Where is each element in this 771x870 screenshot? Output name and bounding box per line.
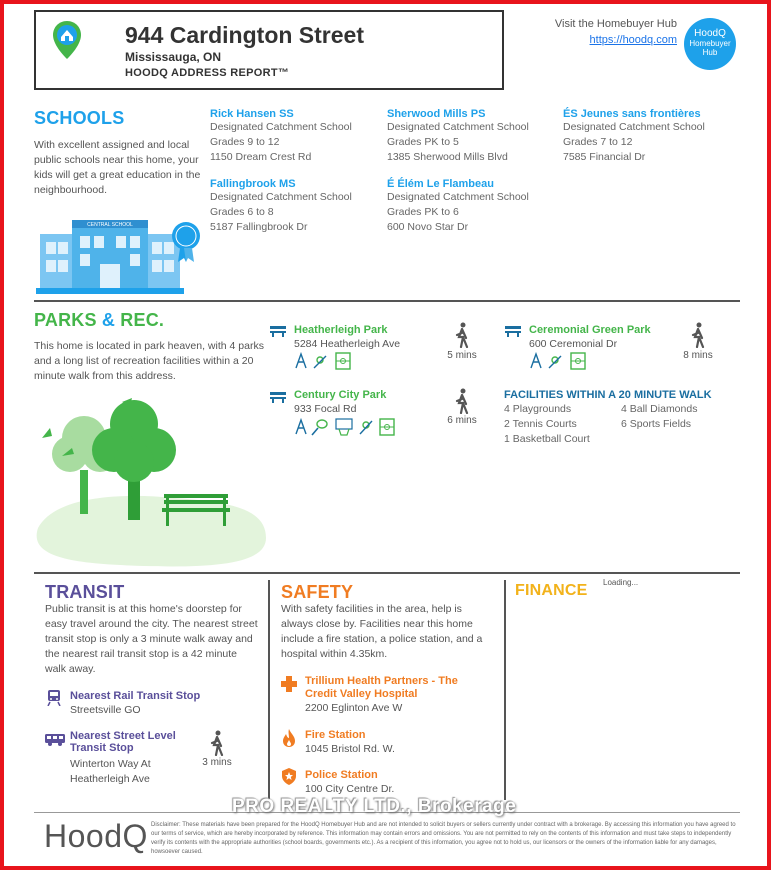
school-name[interactable]: Fallingbrook MS [210, 178, 296, 190]
park-bench-icon [270, 324, 286, 342]
hospital-name-line-1: Trillium Health Partners - The [305, 675, 458, 687]
safety-title: SAFETY [281, 582, 354, 602]
school-grades: Grades PK to 5 [387, 136, 459, 148]
finance-title: FINANCE [515, 582, 588, 599]
safety-intro: With safety facilities in the area, help is always close by. Facilities near this home include a fire station, a police station, and a hospital within 4.35km. [281, 603, 483, 660]
school-grades: Grades 7 to 12 [563, 136, 633, 148]
school-type: Designated Catchment School [387, 191, 529, 203]
hub-text: Visit the Homebuyer Hub [554, 18, 677, 30]
transit-intro: Public transit is at this home's doorstep for easy travel around the city. The nearest street transit stop is only a 3 minute walk away and the nearest rail transit stop is a 42 minute walk away. [45, 603, 258, 675]
park-bench-icon [270, 390, 286, 408]
facilities-title: FACILITIES WITHIN A 20 MINUTE WALK [504, 389, 712, 401]
school-name[interactable]: É Élém Le Flambeau [387, 178, 494, 190]
school-card [387, 178, 562, 235]
facility-icons [529, 352, 589, 375]
city-label: Mississauga, ON [125, 50, 222, 64]
fire-station-title: Fire Station [305, 729, 366, 741]
facility-icons [294, 417, 398, 442]
walking-person-icon [690, 322, 706, 353]
parks-title-a: PARKS [34, 310, 97, 330]
schools-intro: With excellent assigned and local public schools near this home, your kids will get a great education in the neighbourhood. [34, 139, 201, 196]
park-bench-icon [505, 324, 521, 342]
school-address: 1150 Dream Crest Rd [210, 151, 312, 163]
hoodq-logo: HoodQ [44, 818, 148, 854]
walk-time: 5 mins [447, 350, 477, 361]
svg-text:CENTRAL SCHOOL: CENTRAL SCHOOL [87, 222, 133, 228]
hospital-name [305, 675, 458, 701]
school-grades: Grades 9 to 12 [210, 136, 280, 148]
school-address: 600 Novo Star Dr [387, 221, 469, 233]
finance-loading: Loading... [603, 578, 639, 587]
walk-time: 8 mins [683, 350, 713, 361]
schools-title: SCHOOLS [34, 108, 125, 128]
hospital-cross-icon [281, 676, 297, 697]
parks-intro: This home is located in park heaven, with 4 parks and a long list of recreation facilities within a 20 minute walk from this address. [34, 340, 264, 382]
brokerage-watermark: PRO REALTY LTD., Brokerage [232, 796, 517, 817]
column-divider [504, 580, 506, 800]
police-shield-icon [282, 768, 296, 790]
facility-item: 4 Playgrounds [504, 403, 572, 415]
street-stop-title-line-2: Transit Stop [70, 742, 134, 754]
park-address: 5284 Heatherleigh Ave [294, 338, 401, 350]
street-stop-title-line-1: Nearest Street Level [70, 730, 176, 742]
rail-stop-title: Nearest Rail Transit Stop [70, 690, 201, 702]
fire-icon [283, 729, 295, 752]
facility-icons [294, 352, 354, 375]
police-station-address: 100 City Centre Dr. [305, 783, 395, 795]
school-card [387, 108, 562, 165]
school-name[interactable]: ÉS Jeunes sans frontières [563, 108, 701, 120]
rail-stop-name: Streetsville GO [70, 704, 141, 716]
school-type: Designated Catchment School [210, 191, 352, 203]
home-pin-icon [52, 20, 82, 60]
bus-icon [45, 733, 65, 751]
school-grades: Grades PK to 6 [387, 206, 459, 218]
hospital-name-line-2: Credit Valley Hospital [305, 688, 418, 700]
school-address: 5187 Fallingbrook Dr [210, 221, 308, 233]
parks-title-amp: & [96, 310, 121, 330]
transit-title: TRANSIT [45, 582, 125, 602]
park-name[interactable]: Ceremonial Green Park [529, 324, 651, 336]
parks-title-b: REC. [120, 310, 165, 330]
page-title: 944 Cardington Street [125, 22, 364, 48]
street-stop-title [70, 730, 176, 754]
park-illustration [34, 398, 270, 570]
park-address: 600 Ceremonial Dr [529, 338, 618, 350]
school-address: 7585 Financial Dr [563, 151, 646, 163]
school-address: 1385 Sherwood Mills Blvd [387, 151, 508, 163]
divider [34, 572, 740, 574]
park-name[interactable]: Heatherleigh Park [294, 324, 388, 336]
walk-time: 6 mins [447, 415, 477, 426]
park-name[interactable]: Century City Park [294, 389, 387, 401]
disclaimer-text: Disclaimer: These materials have been prepared for the HoodQ Homebuyer Hub and are not intended to solicit buyers or sellers currently under contract with a brokerage. By accessing this information you have agreed to our terms of service, which are hereby incorporated by reference. This information may contain errors and omissions. You are not permitted to rely on the contents of this information and must take steps to independently verify its contents with the appropriate authorities (school boards, governments etc.). As a recipient of this information, you agree not to hold us, our licensors or the owners of the information liable for any damages, howsoever caused. [151, 822, 736, 855]
walking-person-icon [454, 322, 470, 353]
school-building-illustration [36, 214, 204, 294]
facility-item: 1 Basketball Court [504, 433, 590, 445]
school-grades: Grades 6 to 8 [210, 206, 274, 218]
fire-station-address: 1045 Bristol Rd. W. [305, 743, 395, 755]
hub-link[interactable]: https://hoodq.com [589, 34, 677, 46]
train-icon [47, 690, 61, 711]
school-card [210, 108, 380, 165]
facility-item: 2 Tennis Courts [504, 418, 577, 430]
badge-line-2: Homebuyer [689, 39, 731, 48]
report-label: HOODQ ADDRESS REPORT™ [125, 67, 290, 79]
facility-item: 6 Sports Fields [621, 418, 692, 430]
street-stop-name [70, 757, 151, 787]
homebuyer-hub-badge[interactable] [684, 18, 736, 70]
school-name[interactable]: Sherwood Mills PS [387, 108, 486, 120]
school-type: Designated Catchment School [210, 121, 352, 133]
school-type: Designated Catchment School [387, 121, 529, 133]
parks-title [34, 310, 164, 331]
school-name[interactable]: Rick Hansen SS [210, 108, 294, 120]
walk-time: 3 mins [202, 757, 232, 768]
badge-line-3: Hub [702, 48, 718, 57]
school-card [210, 178, 380, 235]
street-stop-name-line-2: Heatherleigh Ave [70, 773, 150, 785]
park-address: 933 Focal Rd [294, 403, 357, 415]
school-type: Designated Catchment School [563, 121, 705, 133]
column-divider [268, 580, 270, 800]
divider [34, 300, 740, 302]
facility-item: 4 Ball Diamonds [621, 403, 698, 415]
police-station-title: Police Station [305, 769, 378, 781]
school-card [563, 108, 743, 165]
hospital-address: 2200 Eglinton Ave W [305, 702, 403, 714]
street-stop-name-line-1: Winterton Way At [70, 758, 151, 770]
badge-line-1: HoodQ [694, 28, 726, 39]
